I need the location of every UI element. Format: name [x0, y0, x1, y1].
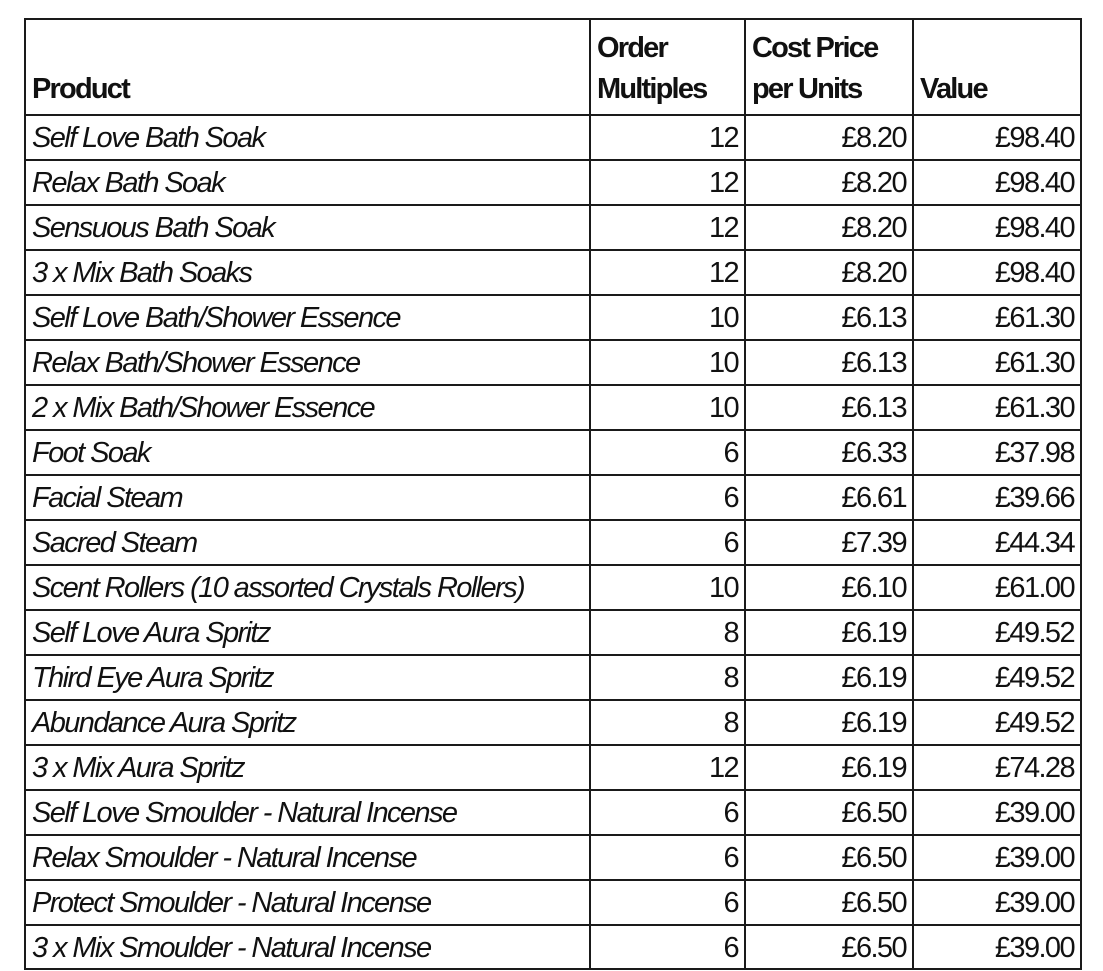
order-multiples-cell: 12 — [590, 745, 745, 790]
product-cell: Relax Bath/Shower Essence — [25, 340, 590, 385]
table-row — [25, 790, 1081, 835]
header-value-label: Value — [920, 73, 987, 105]
product-cell: 3 x Mix Bath Soaks — [25, 250, 590, 295]
cost-price-cell: £6.19 — [745, 745, 913, 790]
cost-price-cell: £8.20 — [745, 115, 913, 160]
value-cell: £44.34 — [913, 520, 1081, 565]
value-cell: £49.52 — [913, 655, 1081, 700]
table-row — [25, 160, 1081, 205]
value-cell: £98.40 — [913, 250, 1081, 295]
header-cost-price — [745, 19, 913, 115]
order-multiples-cell: 6 — [590, 520, 745, 565]
table-body — [25, 115, 1081, 969]
order-multiples-cell: 8 — [590, 700, 745, 745]
table-row — [25, 700, 1081, 745]
cost-price-cell: £6.13 — [745, 295, 913, 340]
value-cell: £39.00 — [913, 790, 1081, 835]
product-cell: Scent Rollers (10 assorted Crystals Rollers) — [25, 565, 590, 610]
order-multiples-cell: 12 — [590, 250, 745, 295]
header-product-label: Product — [32, 73, 129, 105]
header-product — [25, 19, 590, 115]
product-cell: Self Love Bath Soak — [25, 115, 590, 160]
order-multiples-cell: 6 — [590, 790, 745, 835]
product-cell: Third Eye Aura Spritz — [25, 655, 590, 700]
table-row — [25, 520, 1081, 565]
header-value — [913, 19, 1081, 115]
table-row — [25, 475, 1081, 520]
cost-price-cell: £6.61 — [745, 475, 913, 520]
order-multiples-cell: 8 — [590, 610, 745, 655]
order-multiples-cell: 6 — [590, 475, 745, 520]
table-row — [25, 745, 1081, 790]
table-row — [25, 250, 1081, 295]
product-cell: 2 x Mix Bath/Shower Essence — [25, 385, 590, 430]
product-cell: Sacred Steam — [25, 520, 590, 565]
cost-price-cell: £6.33 — [745, 430, 913, 475]
value-cell: £39.66 — [913, 475, 1081, 520]
product-cell: Self Love Bath/Shower Essence — [25, 295, 590, 340]
order-multiples-cell: 10 — [590, 385, 745, 430]
header-row — [25, 19, 1081, 115]
value-cell: £98.40 — [913, 160, 1081, 205]
value-cell: £39.00 — [913, 880, 1081, 925]
cost-price-cell: £8.20 — [745, 160, 913, 205]
order-multiples-cell: 12 — [590, 115, 745, 160]
value-cell: £61.30 — [913, 295, 1081, 340]
cost-price-cell: £6.50 — [745, 790, 913, 835]
cost-price-cell: £6.50 — [745, 925, 913, 969]
order-multiples-cell: 6 — [590, 835, 745, 880]
table-header — [25, 19, 1081, 115]
cost-price-cell: £6.19 — [745, 700, 913, 745]
value-cell: £61.30 — [913, 340, 1081, 385]
product-price-table — [24, 18, 1082, 970]
cost-price-cell: £6.10 — [745, 565, 913, 610]
table-row — [25, 610, 1081, 655]
cost-price-cell: £6.50 — [745, 880, 913, 925]
product-cell: Facial Steam — [25, 475, 590, 520]
order-multiples-cell: 6 — [590, 430, 745, 475]
value-cell: £74.28 — [913, 745, 1081, 790]
value-cell: £98.40 — [913, 115, 1081, 160]
value-cell: £39.00 — [913, 835, 1081, 880]
product-cell: Protect Smoulder - Natural Incense — [25, 880, 590, 925]
header-order-multiples — [590, 19, 745, 115]
table-row — [25, 295, 1081, 340]
product-cell: Relax Bath Soak — [25, 160, 590, 205]
value-cell: £39.00 — [913, 925, 1081, 969]
header-order-multiples-line1: Order — [597, 32, 667, 64]
cost-price-cell: £6.19 — [745, 610, 913, 655]
order-multiples-cell: 10 — [590, 565, 745, 610]
table-row — [25, 925, 1081, 969]
header-cost-price-line2: per Units — [752, 73, 862, 105]
table-row — [25, 340, 1081, 385]
order-multiples-cell: 8 — [590, 655, 745, 700]
cost-price-cell: £6.19 — [745, 655, 913, 700]
product-cell: Self Love Aura Spritz — [25, 610, 590, 655]
product-cell: Foot Soak — [25, 430, 590, 475]
order-multiples-cell: 6 — [590, 880, 745, 925]
table-row — [25, 835, 1081, 880]
cost-price-cell: £6.50 — [745, 835, 913, 880]
order-multiples-cell: 12 — [590, 160, 745, 205]
cost-price-cell: £6.13 — [745, 385, 913, 430]
table-row — [25, 880, 1081, 925]
value-cell: £37.98 — [913, 430, 1081, 475]
product-cell: Relax Smoulder - Natural Incense — [25, 835, 590, 880]
order-multiples-cell: 12 — [590, 205, 745, 250]
product-cell: 3 x Mix Smoulder - Natural Incense — [25, 925, 590, 969]
value-cell: £49.52 — [913, 700, 1081, 745]
cost-price-cell: £8.20 — [745, 250, 913, 295]
cost-price-cell: £7.39 — [745, 520, 913, 565]
value-cell: £49.52 — [913, 610, 1081, 655]
value-cell: £61.30 — [913, 385, 1081, 430]
table-row — [25, 385, 1081, 430]
order-multiples-cell: 10 — [590, 295, 745, 340]
product-cell: Self Love Smoulder - Natural Incense — [25, 790, 590, 835]
order-multiples-cell: 6 — [590, 925, 745, 969]
order-multiples-cell: 10 — [590, 340, 745, 385]
value-cell: £98.40 — [913, 205, 1081, 250]
table-row — [25, 565, 1081, 610]
table-row — [25, 115, 1081, 160]
product-cell: Abundance Aura Spritz — [25, 700, 590, 745]
product-cell: Sensuous Bath Soak — [25, 205, 590, 250]
product-cell: 3 x Mix Aura Spritz — [25, 745, 590, 790]
table-row — [25, 205, 1081, 250]
table-row — [25, 430, 1081, 475]
value-cell: £61.00 — [913, 565, 1081, 610]
cost-price-cell: £6.13 — [745, 340, 913, 385]
header-cost-price-line1: Cost Price — [752, 32, 878, 64]
table-row — [25, 655, 1081, 700]
header-order-multiples-line2: Multiples — [597, 73, 707, 105]
cost-price-cell: £8.20 — [745, 205, 913, 250]
